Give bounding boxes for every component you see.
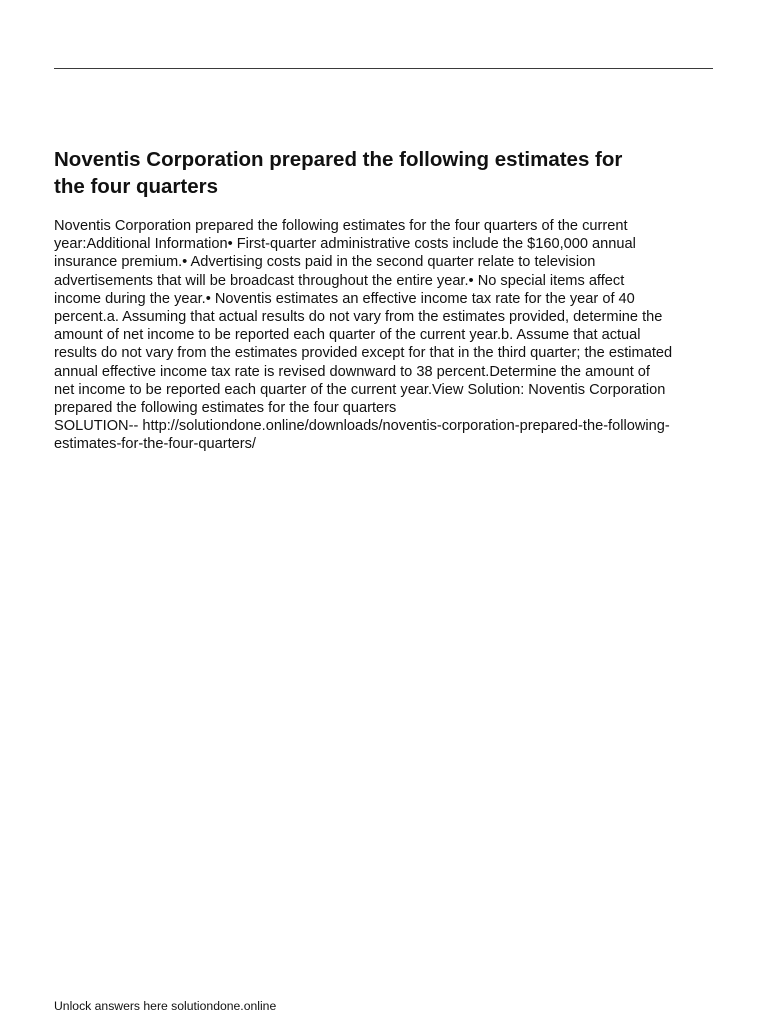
top-divider (54, 68, 713, 69)
body-line: prepared the following estimates for the four quarters (54, 400, 397, 417)
document-title (54, 146, 734, 200)
body-line: net income to be reported each quarter of the current year.View Solution: Noventis Corporation (54, 381, 666, 398)
body-line: insurance premium.• Advertising costs paid in the second quarter relate to television (54, 254, 596, 271)
body-line: income during the year.• Noventis estimates an effective income tax rate for the year of 40 (54, 290, 635, 307)
body-line: year:Additional Information• First-quarter administrative costs include the $160,000 annual (54, 236, 636, 253)
body-line: results do not vary from the estimates provided except for that in the third quarter; the estimated (54, 345, 673, 362)
solution-link-continued[interactable]: estimates-for-the-four-quarters/ (54, 436, 256, 453)
footer-text: Unlock answers here solutiondone.online (54, 999, 277, 1013)
body-line: Noventis Corporation prepared the following estimates for the four quarters of the current (54, 218, 628, 234)
document-body (54, 217, 734, 454)
body-line: percent.a. Assuming that actual results do not vary from the estimates provided, determine the (54, 309, 663, 326)
title-line: Noventis Corporation prepared the following estimates for (54, 148, 623, 171)
body-line: amount of net income to be reported each quarter of the current year.b. Assume that actual (54, 327, 641, 344)
title-line: the four quarters (54, 175, 219, 198)
body-line: advertisements that will be broadcast throughout the entire year.• No special items affect (54, 272, 625, 289)
body-line: annual effective income tax rate is revised downward to 38 percent.Determine the amount of (54, 363, 650, 380)
solution-link[interactable]: SOLUTION-- http://solutiondone.online/downloads/noventis-corporation-prepared-the-following- (54, 418, 670, 435)
